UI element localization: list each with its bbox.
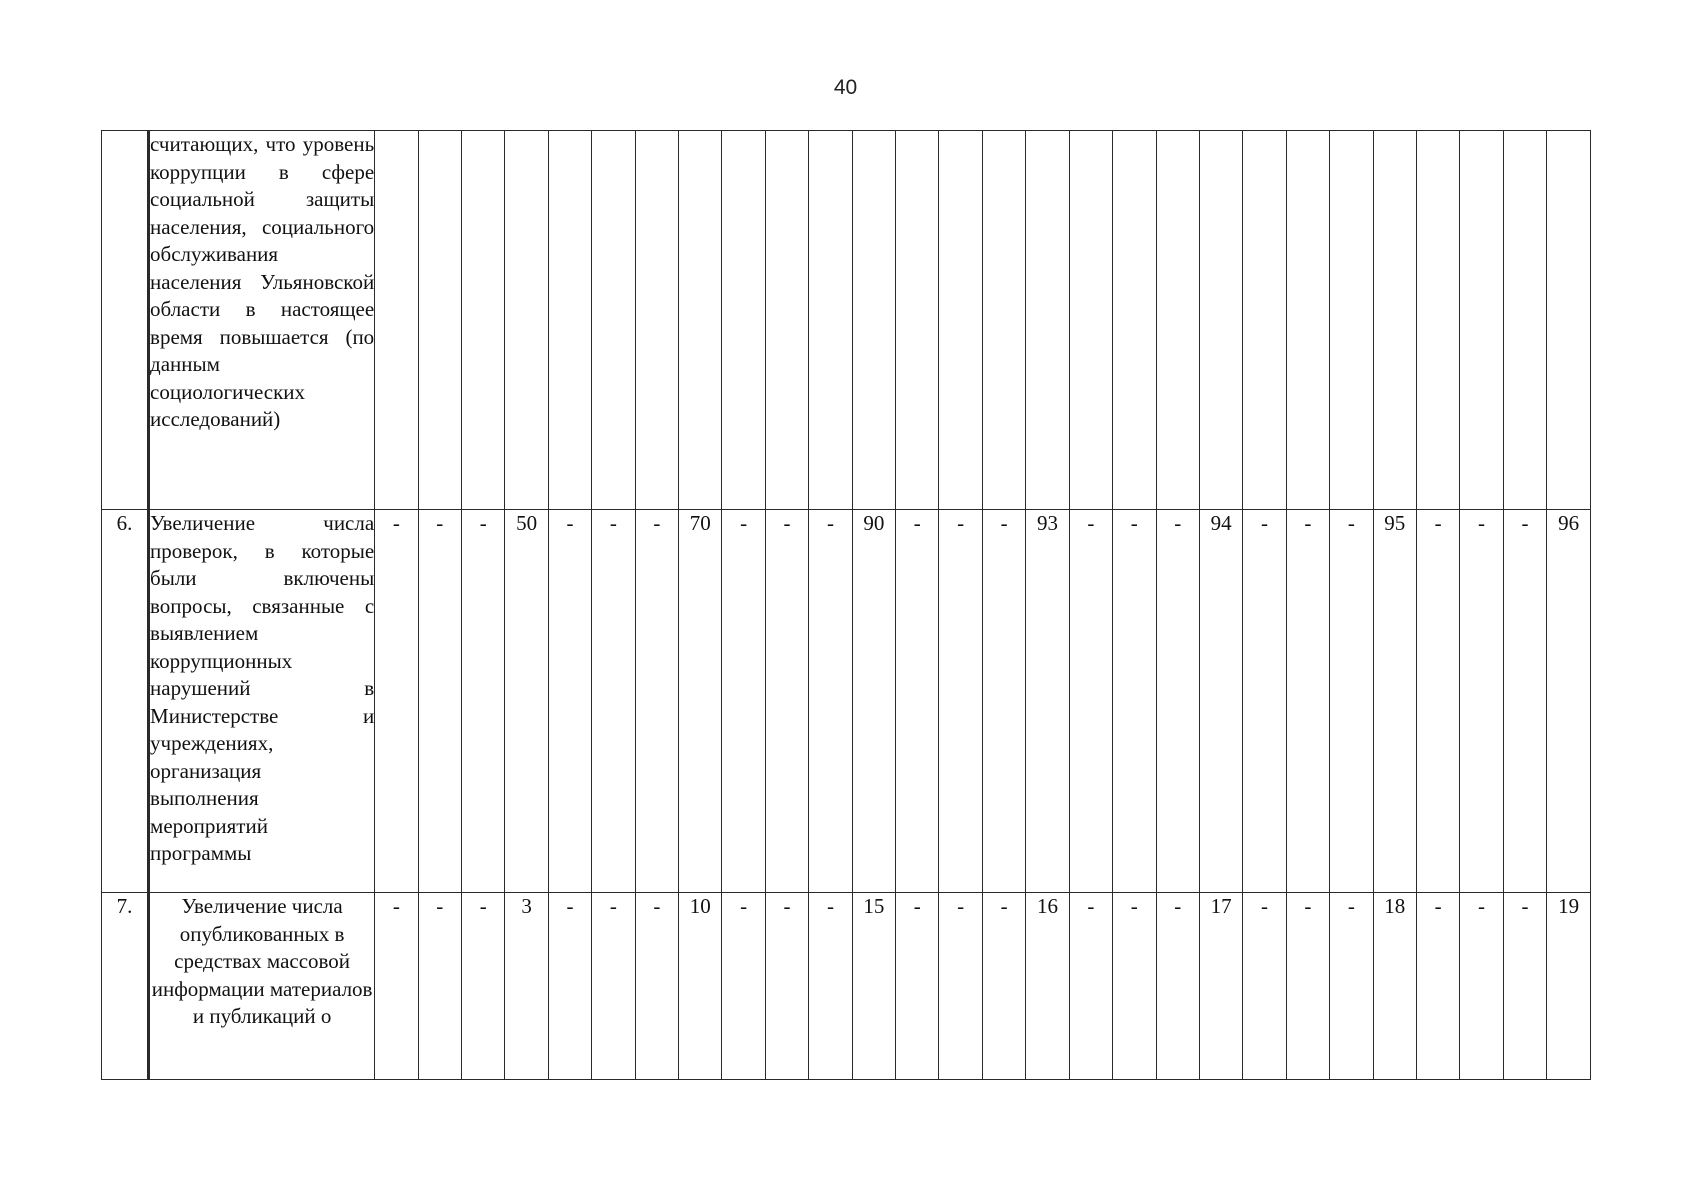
value-cell: 90 <box>852 510 895 893</box>
value-cell: - <box>375 893 418 1080</box>
value-cell: - <box>1416 893 1459 1080</box>
value-cell <box>679 131 722 510</box>
row-number <box>102 131 149 510</box>
value-cell: - <box>1416 510 1459 893</box>
value-cell <box>1460 131 1503 510</box>
value-cell: - <box>1286 893 1329 1080</box>
value-cell: - <box>982 893 1025 1080</box>
value-cell: 94 <box>1199 510 1242 893</box>
value-cell: - <box>418 510 461 893</box>
value-cell <box>1416 131 1459 510</box>
value-cell: 16 <box>1026 893 1069 1080</box>
value-cell: - <box>982 510 1025 893</box>
value-cell: - <box>1113 510 1156 893</box>
value-cell: - <box>1156 510 1199 893</box>
value-cell: - <box>1330 510 1373 893</box>
value-cell: - <box>809 510 852 893</box>
page-number: 40 <box>833 76 858 99</box>
row-number: 6. <box>102 510 149 893</box>
value-cell: - <box>592 510 635 893</box>
value-cell: - <box>1503 893 1546 1080</box>
value-cell: - <box>635 510 678 893</box>
value-cell <box>1547 131 1591 510</box>
value-cell <box>1243 131 1286 510</box>
value-cell: 15 <box>852 893 895 1080</box>
value-cell: - <box>896 893 939 1080</box>
value-cell: - <box>939 893 982 1080</box>
value-cell <box>1503 131 1546 510</box>
value-cell <box>505 131 548 510</box>
value-cell: 19 <box>1547 893 1591 1080</box>
value-cell <box>765 131 808 510</box>
value-cell <box>1069 131 1112 510</box>
value-cell: 93 <box>1026 510 1069 893</box>
value-cell <box>592 131 635 510</box>
row-description: считающих, что уровень коррупции в сфере социальной защиты населения, социального обслуживания населения Ульяновской области в настоящее время повышается (по данным социологических исследований) <box>149 131 375 510</box>
value-cell: - <box>809 893 852 1080</box>
table-row <box>102 131 1591 510</box>
indicator-table <box>101 130 1591 1080</box>
value-cell: 70 <box>679 510 722 893</box>
value-cell: - <box>1286 510 1329 893</box>
value-cell <box>982 131 1025 510</box>
table-row <box>102 893 1591 1080</box>
value-cell: - <box>418 893 461 1080</box>
value-cell: 50 <box>505 510 548 893</box>
value-cell: - <box>1069 893 1112 1080</box>
value-cell <box>1156 131 1199 510</box>
value-cell <box>896 131 939 510</box>
value-cell: - <box>1156 893 1199 1080</box>
value-cell: - <box>722 510 765 893</box>
value-cell <box>809 131 852 510</box>
value-cell: - <box>548 510 591 893</box>
value-cell: - <box>548 893 591 1080</box>
value-cell <box>548 131 591 510</box>
value-cell <box>852 131 895 510</box>
value-cell: 17 <box>1199 893 1242 1080</box>
value-cell <box>1286 131 1329 510</box>
value-cell: - <box>1243 893 1286 1080</box>
value-cell: - <box>462 510 505 893</box>
value-cell <box>1330 131 1373 510</box>
table-row <box>102 510 1591 893</box>
value-cell <box>635 131 678 510</box>
value-cell: - <box>765 893 808 1080</box>
value-cell: - <box>592 893 635 1080</box>
value-cell: - <box>635 893 678 1080</box>
value-cell: - <box>1113 893 1156 1080</box>
value-cell <box>1026 131 1069 510</box>
value-cell <box>722 131 765 510</box>
value-cell <box>1113 131 1156 510</box>
row-description: Увеличение числа опубликованных в средствах массовой информации материалов и публикаций о <box>149 893 375 1080</box>
value-cell: - <box>375 510 418 893</box>
value-cell: - <box>765 510 808 893</box>
value-cell: - <box>896 510 939 893</box>
value-cell <box>939 131 982 510</box>
value-cell <box>418 131 461 510</box>
value-cell <box>375 131 418 510</box>
value-cell: - <box>1330 893 1373 1080</box>
row-description: Увеличение числа проверок, в которые были включены вопросы, связанные с выявлением коррупционных нарушений в Министерстве и учреждениях, организация выполнения мероприятий программы <box>149 510 375 893</box>
value-cell: - <box>722 893 765 1080</box>
value-cell: 96 <box>1547 510 1591 893</box>
value-cell: 18 <box>1373 893 1416 1080</box>
value-cell: - <box>1069 510 1112 893</box>
value-cell: - <box>1503 510 1546 893</box>
value-cell: 95 <box>1373 510 1416 893</box>
value-cell: - <box>1243 510 1286 893</box>
value-cell <box>462 131 505 510</box>
value-cell <box>1373 131 1416 510</box>
value-cell: - <box>1460 893 1503 1080</box>
value-cell: - <box>1460 510 1503 893</box>
value-cell: - <box>939 510 982 893</box>
value-cell: 3 <box>505 893 548 1080</box>
value-cell: 10 <box>679 893 722 1080</box>
row-number: 7. <box>102 893 149 1080</box>
value-cell: - <box>462 893 505 1080</box>
value-cell <box>1199 131 1242 510</box>
